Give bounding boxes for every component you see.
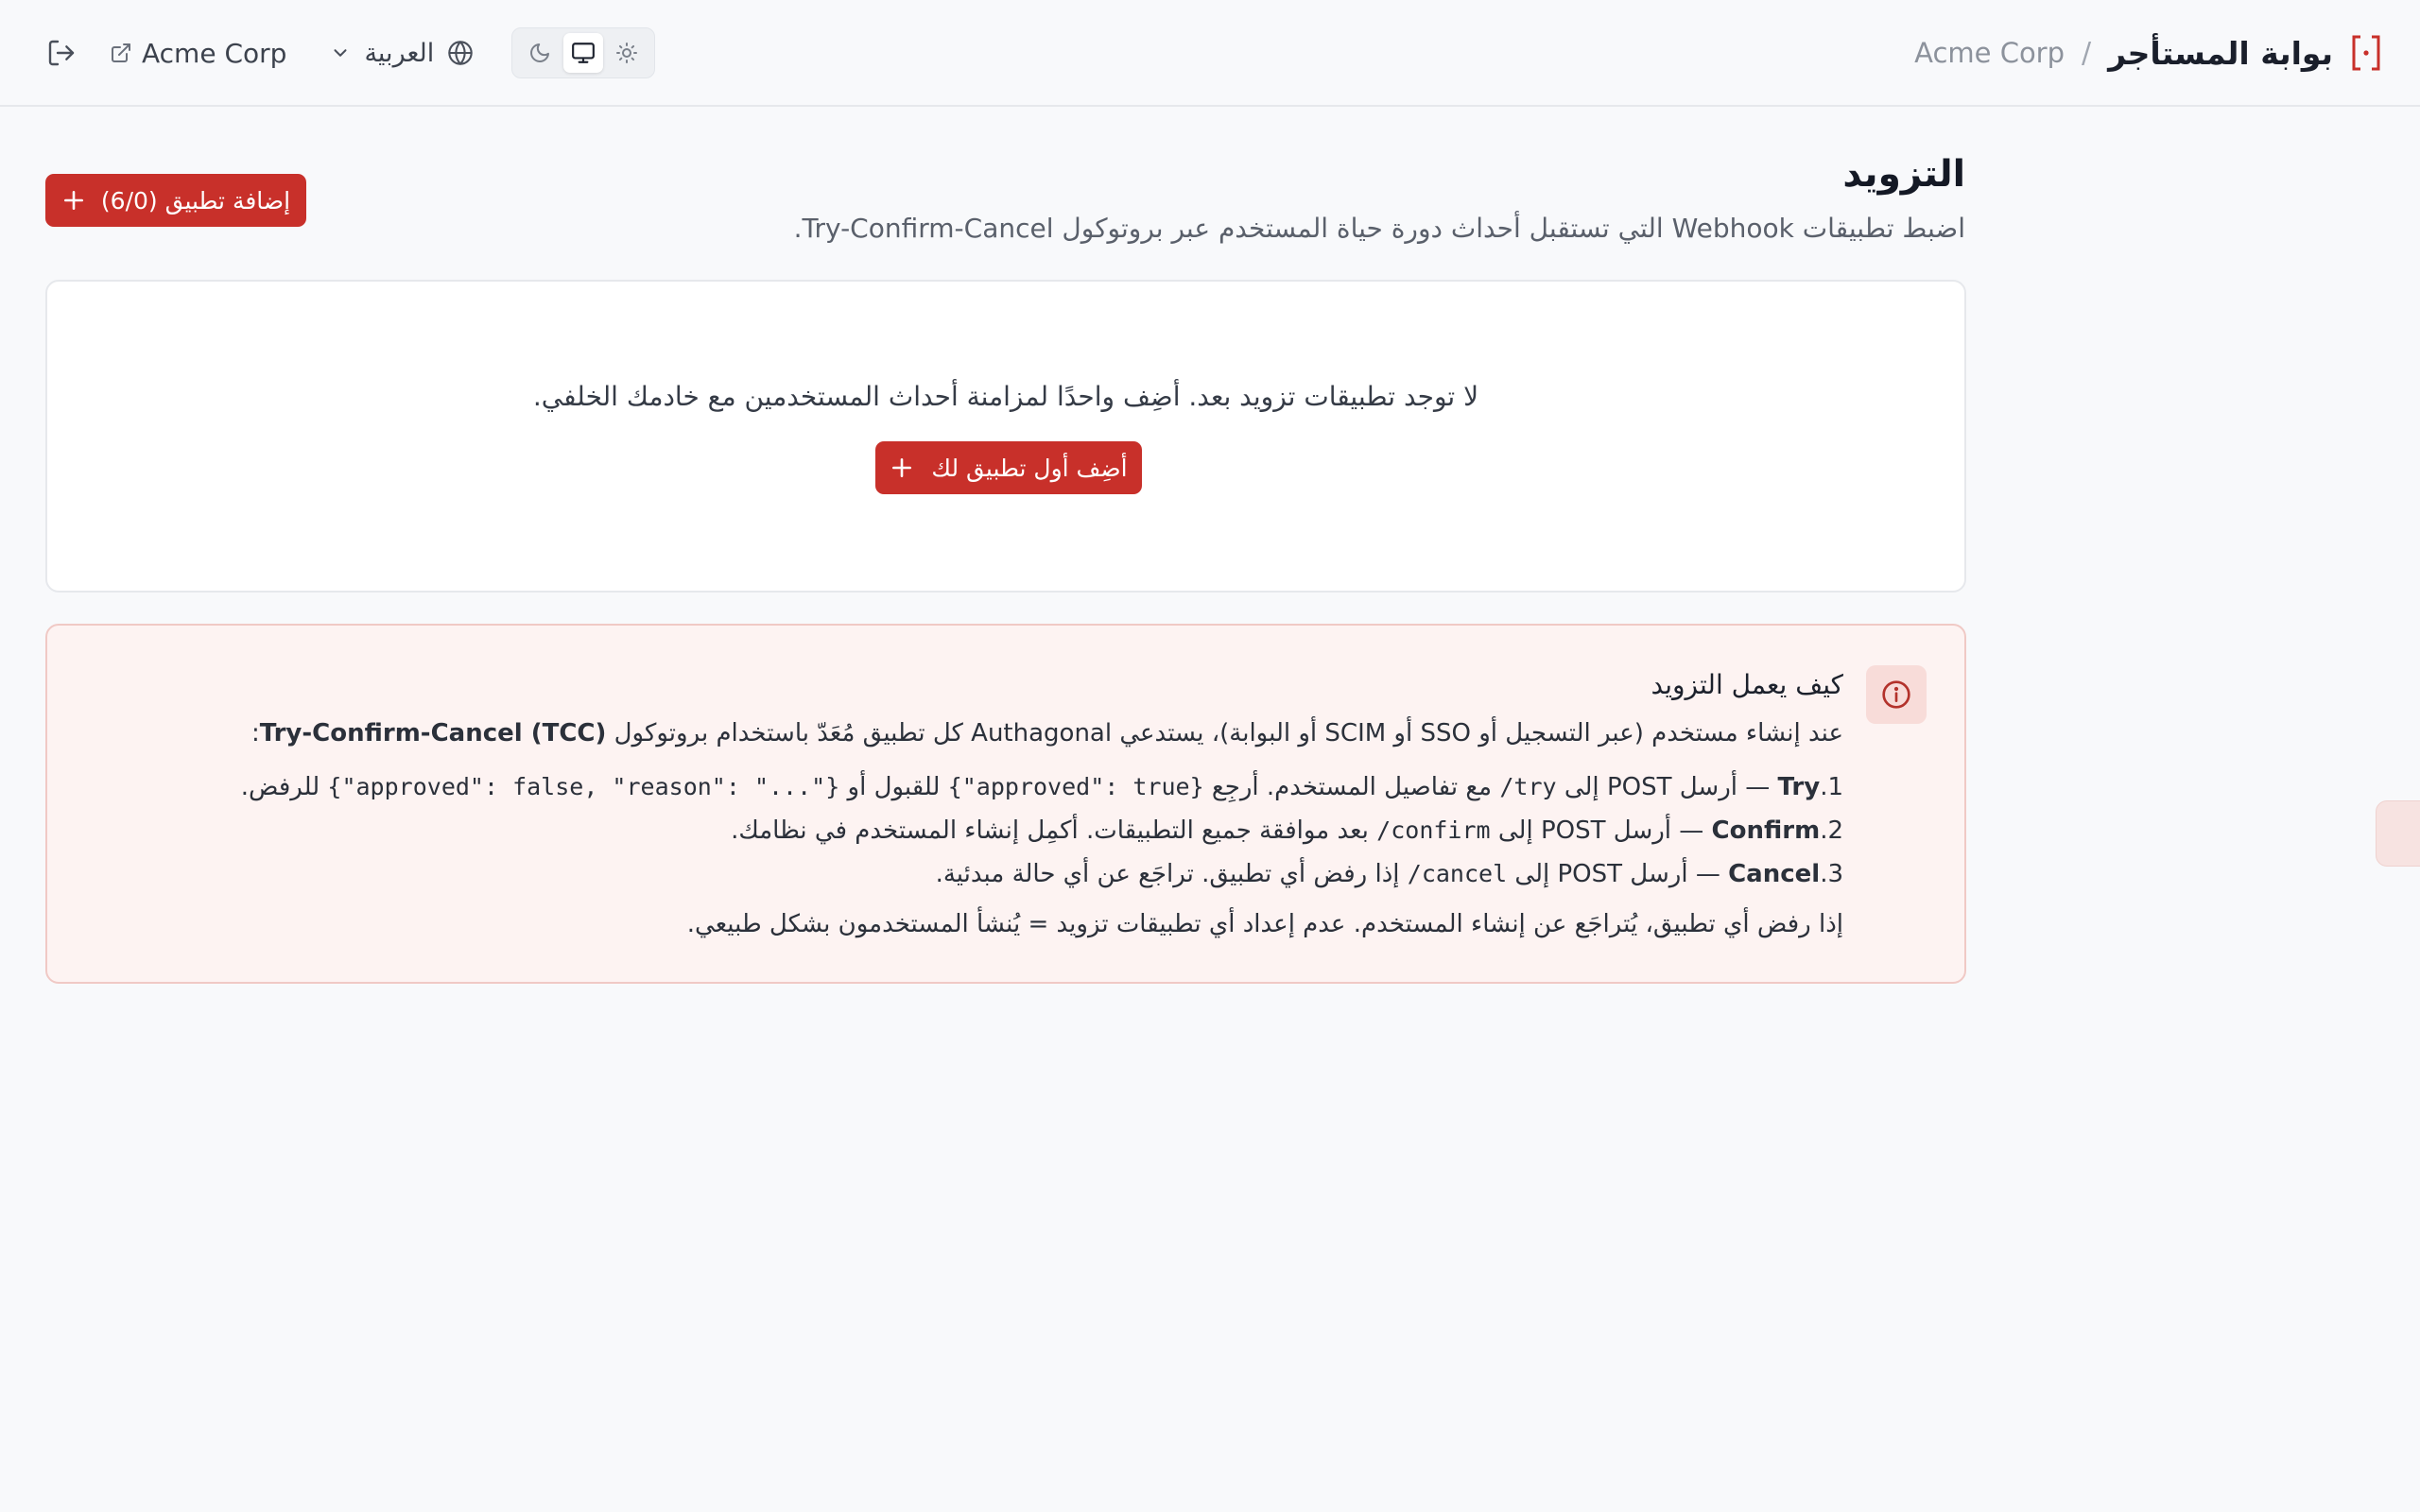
info-intro [66, 716, 1843, 750]
monitor-icon [571, 41, 596, 65]
step-number: 2. [1820, 816, 1843, 845]
step-number: 1. [1820, 773, 1843, 801]
language-select[interactable] [330, 39, 474, 68]
step-text: أرسل POST إلى [1507, 860, 1688, 888]
info-intro-text: عند إنشاء مستخدم (عبر التسجيل أو SSO أو SCIM أو البوابة)، يستدعي Authagonal كل تطبيق مُعَدّ باستخدام بروتوكول [606, 719, 1843, 747]
add-first-app-button[interactable] [875, 441, 1142, 494]
step-dash: — [1671, 816, 1712, 845]
step-dash: — [1687, 860, 1729, 888]
step-code: /confirm [1376, 816, 1491, 844]
step-name: Confirm [1711, 816, 1821, 845]
breadcrumb-tenant[interactable]: Acme Corp [1914, 37, 2066, 69]
bracket-logo-icon [2350, 34, 2382, 72]
step-code: /try [1499, 773, 1557, 800]
brand-title: بوابة المستأجر [2108, 34, 2333, 72]
external-link-icon [110, 42, 132, 64]
step-text: إذا رفض أي تطبيق. تراجَع عن أي حالة مبدئية. [935, 860, 1408, 888]
plus-icon [890, 455, 914, 480]
info-icon [1881, 679, 1911, 710]
moon-icon [528, 42, 551, 64]
how-it-works-card [45, 624, 1966, 984]
breadcrumb-separator: / [2082, 36, 2092, 70]
empty-state-card [45, 280, 1966, 593]
logout-button[interactable] [45, 37, 78, 69]
step-cancel [66, 852, 1843, 896]
tenant-link-label: Acme Corp [142, 37, 287, 69]
globe-icon [447, 40, 474, 66]
theme-dark-button[interactable] [520, 33, 560, 73]
theme-system-button[interactable] [563, 33, 603, 73]
brand [1914, 28, 2382, 77]
info-body [66, 663, 1843, 943]
steps-list [66, 765, 1843, 896]
info-icon-box [1866, 665, 1927, 724]
step-code: {"approved": true} [947, 773, 1204, 800]
info-footer: إذا رفض أي تطبيق، يُتراجَع عن إنشاء المستخدم. عدم إعداد أي تطبيقات تزويد = يُنشأ المستخدمون بشكل طبيعي. [686, 910, 1843, 938]
side-panel-tab[interactable] [2376, 800, 2420, 867]
step-name: Try [1777, 773, 1821, 801]
step-name: Cancel [1728, 860, 1821, 888]
empty-state-message: لا توجد تطبيقات تزويد بعد. أضِف واحدًا لمزامنة أحداث المستخدمين مع خادمك الخلفي. [532, 381, 1479, 412]
step-text: مع تفاصيل المستخدم. أرجِع [1203, 773, 1500, 801]
page-title: التزويد [1842, 153, 1965, 196]
theme-light-button[interactable] [607, 33, 647, 73]
add-app-button[interactable] [45, 174, 306, 227]
step-text: للرفض. [240, 773, 328, 801]
step-text: للقبول أو [839, 773, 948, 801]
step-text: أرسل POST إلى [1490, 816, 1672, 845]
language-label: العربية [364, 38, 435, 68]
theme-toggle [511, 27, 655, 78]
info-intro-suffix: : [251, 719, 260, 747]
step-confirm [66, 809, 1843, 852]
top-bar [0, 0, 2420, 107]
tenant-external-link[interactable] [110, 38, 286, 69]
page-subtitle: اضبط تطبيقات Webhook التي تستقبل أحداث دورة حياة المستخدم عبر بروتوكول Try-Confirm-Cancel. [793, 213, 1965, 244]
step-text: بعد موافقة جميع التطبيقات. أكمِل إنشاء المستخدم في نظامك. [731, 816, 1377, 845]
step-try [66, 765, 1843, 809]
header-actions [45, 28, 655, 77]
add-first-app-label: أضِف أول تطبيق لك [931, 454, 1128, 482]
step-code: {"approved": false, "reason": "..."} [327, 773, 840, 800]
step-code: /cancel [1407, 860, 1508, 887]
add-app-button-label: إضافة تطبيق (6/0) [100, 186, 291, 215]
plus-icon [61, 188, 86, 213]
sun-icon [615, 42, 638, 64]
step-number: 3. [1820, 860, 1843, 888]
chevron-down-icon [330, 43, 351, 63]
info-title: كيف يعمل التزويد [1651, 669, 1843, 700]
step-dash: — [1737, 773, 1778, 801]
logout-icon [46, 38, 77, 68]
step-text: أرسل POST إلى [1556, 773, 1737, 801]
info-intro-protocol: Try-Confirm-Cancel (TCC) [259, 719, 607, 747]
